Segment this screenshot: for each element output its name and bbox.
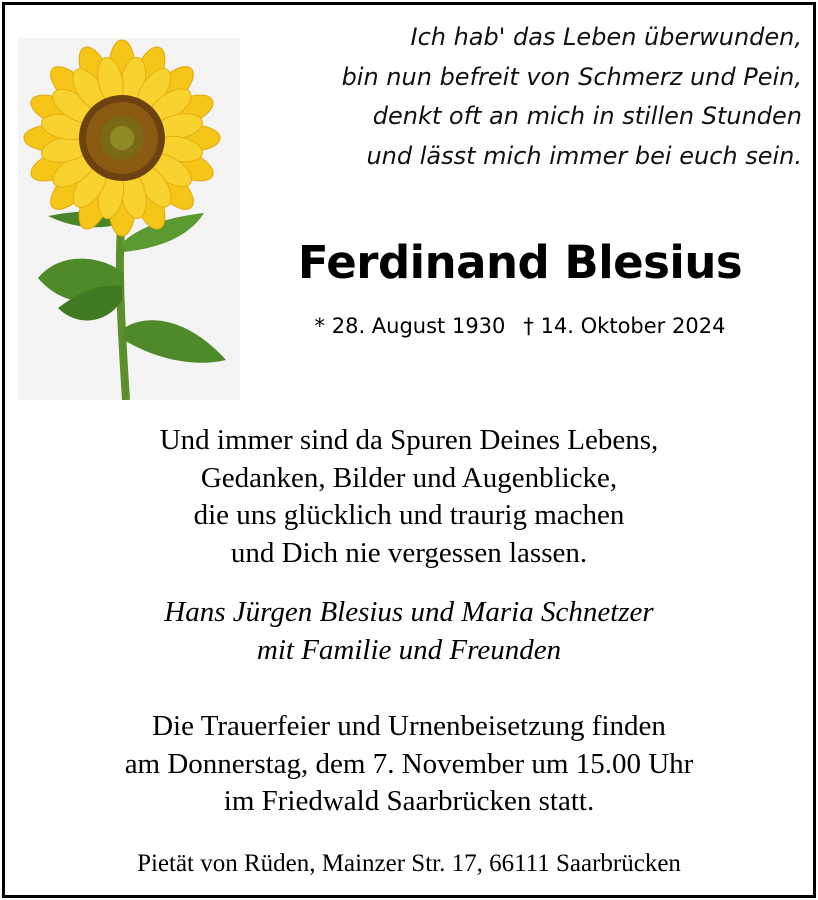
mourners-line: Hans Jürgen Blesius und Maria Schnetzer	[164, 596, 654, 628]
poem-line: und lässt mich immer bei euch sein.	[366, 141, 802, 170]
poem-line: bin nun befreit von Schmerz und Pein,	[341, 62, 802, 91]
verse-line: Gedanken, Bilder und Augenblicke,	[200, 461, 618, 494]
service-line: Die Trauerfeier und Urnenbeisetzung finden	[152, 710, 666, 742]
service-line: im Friedwald Saarbrücken statt.	[223, 785, 595, 817]
verse-line: die uns glücklich und traurig machen	[193, 499, 625, 531]
funeral-service-info	[0, 708, 818, 821]
sunflower-image	[18, 38, 240, 400]
sunflower-graphic	[18, 38, 240, 400]
poem-line: Ich hab' das Leben überwunden,	[410, 23, 802, 51]
mourners	[0, 594, 818, 669]
verse-line: Und immer sind da Spuren Deines Lebens,	[159, 424, 659, 456]
mourners-line: mit Familie und Freunden	[256, 633, 562, 666]
memorial-poem	[282, 18, 802, 176]
poem-line: denkt oft an mich in stillen Stunden	[372, 102, 802, 130]
funeral-home: Pietät von Rüden, Mainzer Str. 17, 66111 Saarbrücken	[137, 850, 681, 877]
life-dates	[270, 314, 770, 338]
remembrance-verse	[0, 422, 818, 572]
birth-date: * 28. August 1930	[314, 314, 506, 338]
service-line: am Donnerstag, dem 7. November um 15.00 Uhr	[124, 747, 694, 780]
verse-line: und Dich nie vergessen lassen.	[230, 536, 588, 569]
death-date: † 14. Oktober 2024	[523, 314, 726, 338]
deceased-name: Ferdinand Blesius	[297, 236, 743, 289]
